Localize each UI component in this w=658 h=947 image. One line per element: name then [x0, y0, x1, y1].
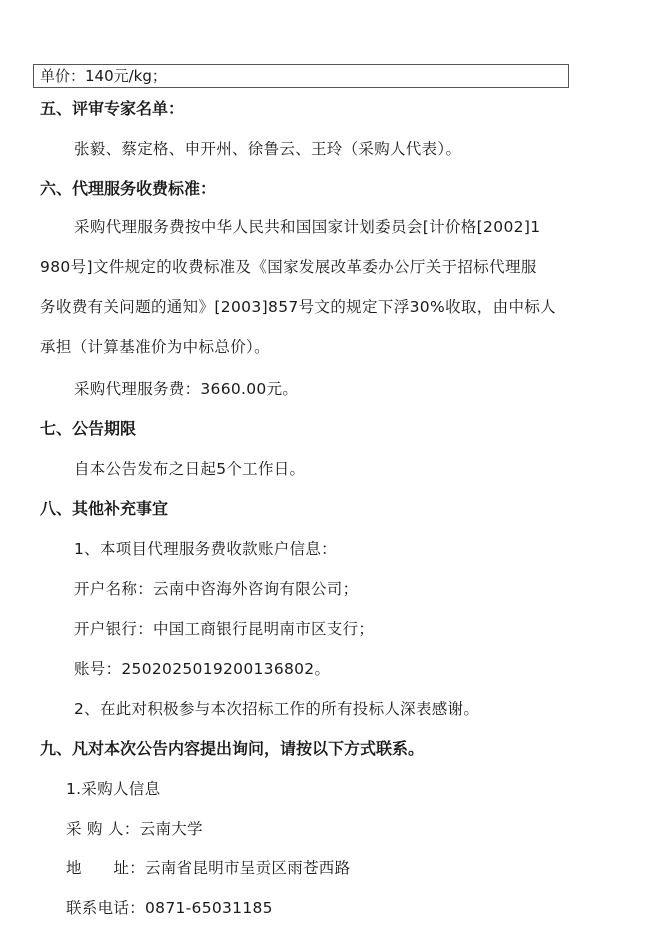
unit-price-box: 单价：140元/kg；	[33, 64, 569, 88]
section-6-heading: 六、代理服务收费标准：	[40, 179, 217, 198]
fee-standard-line: 采购代理服务费按中华人民共和国国家计划委员会[计价格[2002]1	[74, 218, 541, 236]
fee-standard-line: 承担（计算基准价为中标总价）。	[40, 338, 271, 356]
account-number: 账号：2502025019200136802。	[74, 660, 331, 678]
section-8-heading: 八、其他补充事宜	[40, 499, 169, 518]
fee-standard-line: 980号]文件规定的收费标准及《国家发展改革委办公厅关于招标代理服	[40, 258, 537, 276]
section-9-heading: 九、凡对本次公告内容提出询问，请按以下方式联系。	[40, 739, 425, 758]
section-7-heading: 七、公告期限	[40, 419, 137, 438]
purchaser-address: 地 址：云南省昆明市呈贡区雨苍西路	[66, 859, 351, 877]
item-2: 2、在此对积极参与本次招标工作的所有投标人深表感谢。	[74, 700, 480, 718]
item-1: 1、本项目代理服务费收款账户信息：	[74, 540, 337, 558]
service-fee: 采购代理服务费：3660.00元。	[74, 380, 299, 398]
purchaser-info-heading: 1.采购人信息	[66, 780, 161, 798]
account-name: 开户名称：云南中咨海外咨询有限公司；	[74, 580, 359, 598]
expert-list: 张毅、蔡定格、申开州、徐鲁云、王玲（采购人代表）。	[74, 140, 462, 158]
purchaser-name: 采 购 人：云南大学	[66, 820, 203, 838]
section-5-heading: 五、评审专家名单：	[40, 99, 185, 118]
notice-period: 自本公告发布之日起5个工作日。	[74, 460, 306, 478]
bank-name: 开户银行：中国工商银行昆明南市区支行；	[74, 620, 375, 638]
purchaser-phone: 联系电话：0871-65031185	[66, 899, 273, 917]
fee-standard-line: 务收费有关问题的通知》[2003]857号文的规定下浮30%收取，由中标人	[40, 298, 557, 316]
fee-standard-paragraph	[40, 207, 600, 367]
